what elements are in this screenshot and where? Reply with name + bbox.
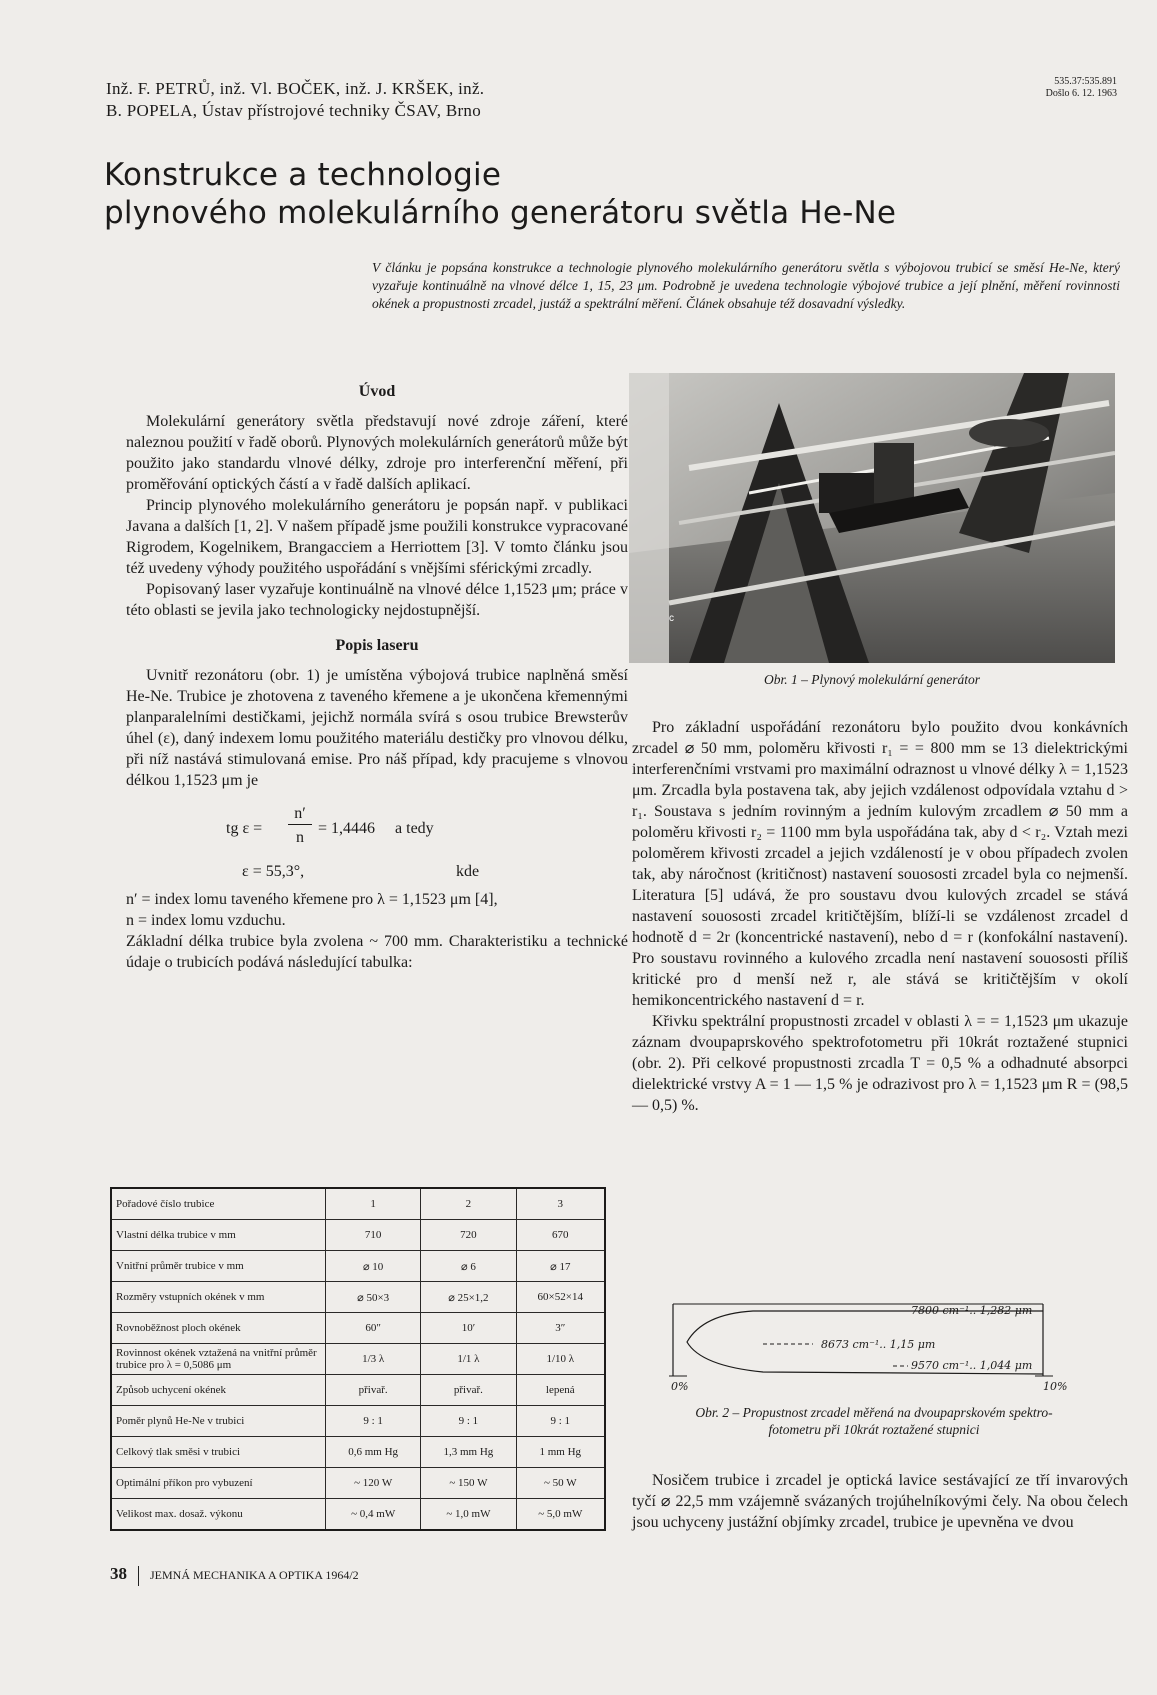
- table-cell: 1/1 λ: [421, 1344, 516, 1375]
- table-row-label: Poměr plynů He-Ne v trubici: [111, 1406, 326, 1437]
- table-row-label: Vnitřní průměr trubice v mm: [111, 1251, 326, 1282]
- intro-paragraph-2: Princip plynového molekulárního generátoru je popsán např. v publikaci Javana a dalších [1, 2]. V našem případě jsme použili konstrukce vypracované Rigrodem, Kogelnikem, Brangacciem a Herriottem [3]. V tomto článku jsou též uvedeny výhody použitého uspořádání s vnějšími sférickými zrcadly.: [126, 497, 628, 577]
- laser-heading: Popis laseru: [335, 637, 419, 654]
- table-cell: 3″: [516, 1313, 605, 1344]
- table-row-label: Rozměry vstupních okének v mm: [111, 1282, 326, 1313]
- fig2-label-a: 7800 cm⁻¹.. 1,282 μm: [911, 1304, 1033, 1317]
- table-cell: ~ 0,4 mW: [326, 1499, 421, 1531]
- left-column: [126, 381, 628, 973]
- eq1-numerator: n′: [288, 803, 312, 825]
- laser-photo: [629, 373, 1115, 663]
- footer-divider: [138, 1566, 139, 1586]
- table-header-row: [111, 1188, 605, 1220]
- article-title: [104, 156, 984, 232]
- intro-paragraph-3: Popisovaný laser vyzařuje kontinuálně na vlnové délce 1,1523 μm; práce v této oblasti se jevila jako technologicky nejdostupnější.: [126, 581, 628, 619]
- table-cell: 60″: [326, 1313, 421, 1344]
- table-cell: přivař.: [326, 1375, 421, 1406]
- table-cell: 1/3 λ: [326, 1344, 421, 1375]
- table-row-label: Optimální příkon pro vybuzení: [111, 1468, 326, 1499]
- spec-table: [110, 1187, 606, 1531]
- right-column-upper: [632, 717, 1128, 1116]
- table-row: [111, 1282, 605, 1313]
- table-cell: 2: [421, 1188, 516, 1220]
- table-cell: 9 : 1: [516, 1406, 605, 1437]
- right-paragraph-2: Křivku spektrální propustnosti zrcadel v oblasti λ = = 1,1523 μm ukazuje záznam dvoupaprskového spektrofotometru při 10krát roztažené stupnici (obr. 2). Při celkové propustnosti zrcadla T = 0,5 % a odhadnuté absorpci dielektrické vrstvy A = 1 — 1,5 % je odrazivost pro λ = 1,1523 μm R = (98,5 — 0,5) %.: [632, 1013, 1128, 1114]
- laser-paragraph-1: Uvnitř rezonátoru (obr. 1) je umístěna výbojová trubice naplněná směsí He-Ne. Trubice je zhotovena z taveného křemene a je ukončena křemennými planparalelními destičkami, jejichž normála svírá s osou trubice Brewsterův úhel (ε), daný indexem lomu použitého materiálu destičky pro vlnovou délku, při níž nastává stimulovaná emise. Pro náš případ, kdy pracujeme s vlnovou délkou 1,1523 μm je: [126, 667, 628, 789]
- authors: [106, 78, 484, 122]
- table-row-label: Velikost max. dosaž. výkonu: [111, 1499, 326, 1531]
- definition-1: n′ = index lomu taveného křemene pro λ = 1,1523 μm [4],: [126, 891, 498, 908]
- table-cell: 710: [326, 1220, 421, 1251]
- received-date: Došlo 6. 12. 1963: [1045, 88, 1117, 99]
- table-cell: ⌀ 10: [326, 1251, 421, 1282]
- fig2-label-c: 9570 cm⁻¹.. 1,044 μm: [911, 1359, 1033, 1372]
- table-row: [111, 1406, 605, 1437]
- journal-name: JEMNÁ MECHANIKA A OPTIKA 1964/2: [150, 1568, 359, 1582]
- abstract: V článku je popsána konstrukce a technologie plynového molekulárního generátoru světla s výbojovou trubicí se směsí He-Ne, který vyzařuje kontinuálně na vlnové délce 1, 15, 23 μm. Podrobně je uvedena technologie výbojové trubice a její plnění, měření rovinnosti okének a propustnosti zrcadel, justáž a spektrální měření. Článek obsahuje též dosavadní výsledky.: [372, 260, 1120, 311]
- right-paragraph-1: Pro základní uspořádání rezonátoru bylo použito dvou konkávních zrcadel ⌀ 50 mm, poloměru křivosti r₁ = = 800 mm se 13 dielektrickými interferenčními vrstvami pro maximální odraznost u vlnové délky λ = 1,1523 μm. Zrcadla byla postavena tak, aby jejich vzdálenost odpovídala vztahu d > r₁. Soustava s jedním rovinným a jedním kulovým zrcadlem ⌀ 50 mm a poloměru křivosti r₂ = 1100 mm byla uspořádána tak, aby d < r₂. Vztah mezi poloměrem křivosti zrcadel a jejich vzdáleností je v obou případech zvolen tak, aby náročnost (kritičnost) nastavení souososti zrcadel byla co nejmenší. Literatura [5] udává, že pro soustavu dvou kulových zrcadel se stává nastavení souososti zrcadel kritičtějším, blíží-li se vzdálenost zrcadel d hodnotě d = 2r (koncentrické nastavení), nebo d = r (konfokální nastavení). Pro soustavu rovinného a kulového zrcadla není nastavení souososti příliš kritické pro d menší než r, ale stává se kritičtějším v okolí hemikoncentrického nastavení d = r.: [632, 719, 1128, 1009]
- table-row-label: Způsob uchycení okének: [111, 1375, 326, 1406]
- table-row: [111, 1468, 605, 1499]
- right-column-lower: [632, 1470, 1128, 1533]
- table-row-label: Celkový tlak směsi v trubici: [111, 1437, 326, 1468]
- table-cell: 1: [326, 1188, 421, 1220]
- table-cell: 1 mm Hg: [516, 1437, 605, 1468]
- fig2-label-b: 8673 cm⁻¹.. 1,15 μm: [821, 1338, 936, 1351]
- title-line-1: Konstrukce a technologie: [104, 157, 502, 193]
- fig2-svg: [643, 1284, 1103, 1394]
- table-cell: ~ 150 W: [421, 1468, 516, 1499]
- udc-block: [1046, 76, 1117, 100]
- fig2-caption-line-1: Obr. 2 – Propustnost zrcadel měřená na dvoupaprskovém spektro-: [695, 1405, 1053, 1420]
- table-row: [111, 1251, 605, 1282]
- equation-2: [126, 859, 628, 889]
- equation-1: [126, 803, 628, 853]
- table-row: [111, 1220, 605, 1251]
- intro-heading: Úvod: [358, 383, 396, 400]
- table-row: [111, 1499, 605, 1531]
- eq1-denominator: n: [296, 829, 304, 846]
- eq2-kde: kde: [456, 863, 480, 880]
- table-row: [111, 1344, 605, 1375]
- fig2-right-tick-label: 10%: [1043, 1380, 1068, 1393]
- table-row-label: Rovinnost okének vztažená na vnitřní průměr trubice pro λ = 0,5086 μm: [111, 1344, 326, 1375]
- intro-paragraph-1: Molekulární generátory světla představují nové zdroje záření, které naleznou použití v řadě oborů. Plynových molekulárních generátorů může být použito jako standardu vlnové délky, zdroje pro interferenční měření, při proměřování optických částí a v řadě dalších aplikací.: [126, 413, 628, 493]
- title-line-2: plynového molekulárního generátoru světla He-Ne: [104, 195, 897, 231]
- fig2-caption-line-2: fotometru při 10krát roztažené stupnici: [768, 1422, 980, 1437]
- table-cell: lepená: [516, 1375, 605, 1406]
- table-cell: 60×52×14: [516, 1282, 605, 1313]
- table-cell: ~ 120 W: [326, 1468, 421, 1499]
- table-cell: 9 : 1: [421, 1406, 516, 1437]
- table-cell: 720: [421, 1220, 516, 1251]
- fig2-caption: [629, 1404, 1119, 1438]
- eq2-text: ε = 55,3°,: [242, 863, 305, 880]
- authors-line-2: B. POPELA, Ústav přístrojové techniky ČSAV, Brno: [106, 101, 482, 120]
- table-cell: ~ 1,0 mW: [421, 1499, 516, 1531]
- table-cell: přivař.: [421, 1375, 516, 1406]
- table-cell: 1/10 λ: [516, 1344, 605, 1375]
- table-cell: ⌀ 6: [421, 1251, 516, 1282]
- photo-marker: c: [669, 613, 674, 624]
- table-cell: 9 : 1: [326, 1406, 421, 1437]
- table-cell: ⌀ 17: [516, 1251, 605, 1282]
- table-cell: 3: [516, 1188, 605, 1220]
- page-number: 38: [110, 1564, 127, 1583]
- laser-photo-image: [629, 373, 1115, 663]
- laser-paragraph-2: Základní délka trubice byla zvolena ~ 700 mm. Charakteristiku a technické údaje o trubicích podává následující tabulka:: [126, 933, 628, 971]
- fig1-caption: Obr. 1 – Plynový molekulární generátor: [764, 672, 980, 687]
- table-row: [111, 1437, 605, 1468]
- table-cell: 0,6 mm Hg: [326, 1437, 421, 1468]
- table-cell: 670: [516, 1220, 605, 1251]
- right-paragraph-3: Nosičem trubice i zrcadel je optická lavice sestávající ze tří invarových tyčí ⌀ 22,5 mm vzájemně svázaných trojúhelníkovými čely. Na obou čelech jsou uchyceny justážní objímky zrcadel, trubice je upevněna ve dvou: [632, 1472, 1128, 1531]
- table-row-label: Vlastní délka trubice v mm: [111, 1220, 326, 1251]
- eq1-right: = 1,4446 a tedy: [318, 820, 434, 837]
- spec-table-container: [110, 1187, 606, 1531]
- table-row: [111, 1313, 605, 1344]
- table-cell: ⌀ 25×1,2: [421, 1282, 516, 1313]
- table-cell: ⌀ 50×3: [326, 1282, 421, 1313]
- table-cell: ~ 50 W: [516, 1468, 605, 1499]
- fig2-plot: [643, 1284, 1103, 1399]
- page-footer: [110, 1564, 359, 1586]
- table-row-label: Pořadové číslo trubice: [111, 1188, 326, 1220]
- definition-2: n = index lomu vzduchu.: [126, 912, 286, 929]
- table-cell: 10′: [421, 1313, 516, 1344]
- udc-code: 535.37:535.891: [1054, 76, 1117, 87]
- table-row: [111, 1375, 605, 1406]
- table-cell: ~ 5,0 mW: [516, 1499, 605, 1531]
- eq1-left: tg ε =: [226, 820, 263, 837]
- table-cell: 1,3 mm Hg: [421, 1437, 516, 1468]
- fig2-left-tick-label: 0%: [671, 1380, 689, 1393]
- table-row-label: Rovnoběžnost ploch okének: [111, 1313, 326, 1344]
- authors-line-1: Inž. F. PETRŮ, inž. Vl. BOČEK, inž. J. KRŠEK, inž.: [106, 79, 485, 98]
